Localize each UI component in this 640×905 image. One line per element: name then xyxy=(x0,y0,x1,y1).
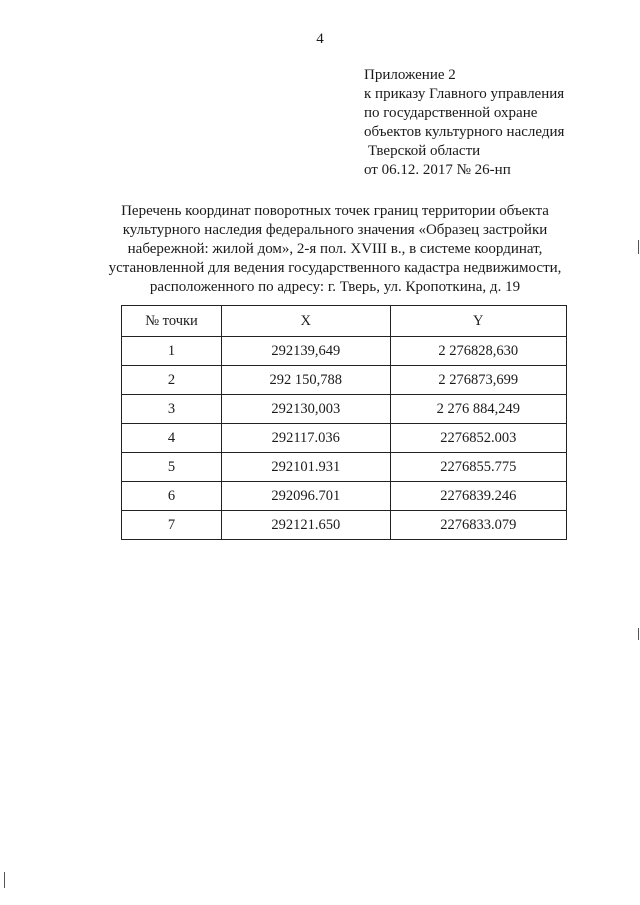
table-row xyxy=(122,424,567,453)
header-point-number: № точки xyxy=(122,306,222,337)
cell-y: 2276855.775 xyxy=(390,453,567,482)
cell-point-number: 5 xyxy=(122,453,222,482)
title-line: культурного наследия федерального значения «Образец застройки xyxy=(122,222,548,238)
cell-x: 292117.036 xyxy=(222,424,390,453)
cell-point-number: 6 xyxy=(122,482,222,511)
appendix-line: Приложение 2 xyxy=(364,67,456,83)
cell-point-number: 3 xyxy=(122,395,222,424)
header-x: X xyxy=(222,306,390,337)
table-row xyxy=(122,395,567,424)
scan-mark-left-bottom xyxy=(4,872,5,888)
cell-x: 292139,649 xyxy=(222,337,390,366)
appendix-line: к приказу Главного управления xyxy=(364,86,565,102)
table-header-row xyxy=(122,306,567,337)
document-title xyxy=(90,202,580,297)
table-row xyxy=(122,482,567,511)
table-row xyxy=(122,366,567,395)
table-row xyxy=(122,453,567,482)
cell-x: 292130,003 xyxy=(222,395,390,424)
cell-x: 292101.931 xyxy=(222,453,390,482)
cell-x: 292096.701 xyxy=(222,482,390,511)
appendix-line: от 06.12. 2017 № 26-нп xyxy=(364,162,511,178)
title-line: Перечень координат поворотных точек границ территории объекта xyxy=(121,203,549,219)
cell-point-number: 2 xyxy=(122,366,222,395)
cell-x: 292121.650 xyxy=(222,511,390,540)
cell-point-number: 4 xyxy=(122,424,222,453)
title-line: набережной: жилой дом», 2-я пол. XVIII в., в системе координат, xyxy=(127,241,543,257)
scan-mark-right-top xyxy=(638,240,639,254)
cell-point-number: 7 xyxy=(122,511,222,540)
page-number: 4 xyxy=(316,31,324,47)
cell-y: 2 276 884,249 xyxy=(390,395,567,424)
title-line: установленной для ведения государственного кадастра недвижимости, xyxy=(108,260,562,276)
appendix-line: Тверской области xyxy=(368,143,481,159)
cell-y: 2 276828,630 xyxy=(390,337,567,366)
cell-y: 2 276873,699 xyxy=(390,366,567,395)
coordinates-table xyxy=(121,305,567,540)
table-row xyxy=(122,511,567,540)
appendix-line: по государственной охране xyxy=(364,105,538,121)
header-y: Y xyxy=(390,306,567,337)
title-line: расположенного по адресу: г. Тверь, ул. Кропоткина, д. 19 xyxy=(149,279,521,295)
appendix-block xyxy=(364,66,564,180)
cell-point-number: 1 xyxy=(122,337,222,366)
table-row xyxy=(122,337,567,366)
scan-mark-right-bottom xyxy=(638,628,639,640)
cell-x: 292 150,788 xyxy=(222,366,390,395)
cell-y: 2276839.246 xyxy=(390,482,567,511)
cell-y: 2276852.003 xyxy=(390,424,567,453)
appendix-line: объектов культурного наследия xyxy=(364,124,565,140)
cell-y: 2276833.079 xyxy=(390,511,567,540)
